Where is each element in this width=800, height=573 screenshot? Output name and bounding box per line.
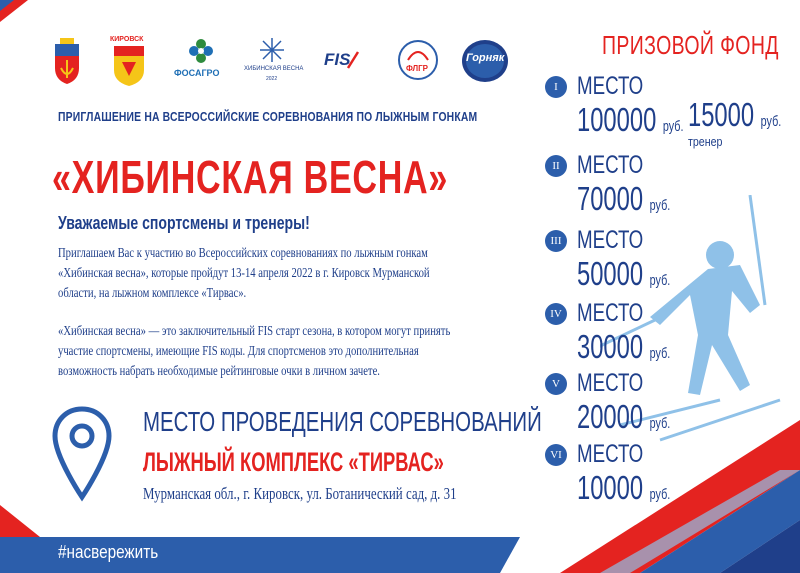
currency-label: руб. [662, 118, 684, 135]
amount-value: 15000 [688, 96, 755, 133]
place-label: МЕСТО [577, 72, 644, 100]
coach-amount [688, 96, 781, 134]
murmansk-coat-of-arms-icon [52, 36, 82, 88]
place-amount [577, 255, 670, 293]
event-title: «ХИБИНСКАЯ ВЕСНА» [52, 151, 449, 203]
flgr-logo [396, 38, 440, 84]
prize-place-5 [545, 369, 800, 443]
place-label: МЕСТО [577, 440, 644, 468]
place-label: МЕСТО [577, 226, 644, 254]
place-amount [577, 180, 670, 218]
amount-value: 100000 [577, 101, 657, 138]
place-label: МЕСТО [577, 369, 644, 397]
place-amount [577, 101, 683, 139]
flgr-logo-text: ФЛГР [406, 64, 429, 73]
currency-label: руб. [649, 272, 671, 289]
venue-address: Мурманская обл., г. Кировск, ул. Ботанический сад, д. 31 [143, 484, 457, 503]
paragraph-line: «Хибинская весна» — это заключительный FIS старт сезона, в котором могут принять [58, 324, 451, 339]
amount-value: 70000 [577, 180, 644, 217]
greeting: Уважаемые спортсмены и тренеры! [58, 213, 310, 233]
amount-value: 10000 [577, 469, 644, 506]
currency-label: руб. [760, 113, 782, 130]
currency-label: руб. [649, 197, 671, 214]
place-label: МЕСТО [577, 299, 644, 327]
place-label: МЕСТО [577, 151, 644, 179]
kirovsk-logo [110, 36, 150, 88]
kirovsk-logo-text: КИРОВСК [110, 36, 144, 43]
coach-label: тренер [688, 134, 723, 149]
paragraph-line: возможность набрать необходимые рейтинговые очки в личном зачете. [58, 364, 380, 379]
prize-coach [688, 96, 798, 156]
snowflake-icon [258, 36, 286, 64]
fis-swoosh-icon [346, 50, 360, 70]
paragraph-line: Приглашаем Вас к участию во Всероссийских соревнованиях по лыжным гонкам [58, 246, 428, 261]
prize-place-4 [545, 299, 800, 373]
currency-label: руб. [649, 415, 671, 432]
gornyak-logo [460, 38, 510, 84]
place-amount [577, 469, 670, 507]
venue-heading: МЕСТО ПРОВЕДЕНИЯ СОРЕВНОВАНИЙ [143, 406, 542, 437]
place-numeral-badge: III [545, 230, 567, 252]
currency-label: руб. [649, 345, 671, 362]
paragraph-line: «Хибинская весна», которые пройдут 13-14 апреля 2022 в г. Кировск Мурманской [58, 266, 430, 281]
place-numeral-badge: II [545, 155, 567, 177]
venue-name: ЛЫЖНЫЙ КОМПЛЕКС «ТИРВАС» [143, 447, 444, 477]
amount-value: 20000 [577, 398, 644, 435]
paragraph-line: области, на лыжном комплексе «Тирвас». [58, 286, 247, 301]
prize-fund-title: ПРИЗОВОЙ ФОНД [602, 30, 779, 60]
place-numeral-badge: I [545, 76, 567, 98]
fosagro-flower-icon [188, 38, 214, 64]
khibinskaya-logo-year: 2022 [266, 76, 278, 82]
prize-place-2 [545, 151, 800, 225]
amount-value: 50000 [577, 255, 644, 292]
invitation-line: ПРИГЛАШЕНИЕ НА ВСЕРОССИЙСКИЕ СОРЕВНОВАНИЯ ПО ЛЫЖНЫМ ГОНКАМ [58, 110, 478, 124]
place-amount [577, 328, 670, 366]
paragraph-description [58, 322, 499, 382]
place-numeral-badge: IV [545, 303, 567, 325]
prize-place-6 [545, 440, 800, 514]
sponsor-logos [52, 36, 522, 88]
gornyak-logo-text: Горняк [466, 52, 505, 64]
fis-logo [324, 50, 360, 72]
khibinskaya-vesna-logo [244, 36, 304, 88]
amount-value: 30000 [577, 328, 644, 365]
place-numeral-badge: VI [545, 444, 567, 466]
prize-place-3 [545, 226, 800, 300]
location-pin-icon [50, 405, 114, 505]
place-amount [577, 398, 670, 436]
hashtag: #насвережить [58, 542, 159, 562]
flgr-emblem-icon [398, 38, 438, 82]
paragraph-line: участие спортсмены, имеющие FIS коды. Для спортсменов это дополнительная [58, 344, 419, 359]
khibinskaya-logo-text: ХИБИНСКАЯ ВЕСНА [244, 66, 304, 72]
fis-logo-text: FIS [324, 50, 351, 69]
kirovsk-coat-of-arms-icon [112, 46, 146, 86]
fosagro-logo [174, 36, 230, 88]
currency-label: руб. [649, 486, 671, 503]
fosagro-logo-text: ФОСАГРО [174, 68, 220, 78]
paragraph-invitation [58, 244, 499, 304]
place-numeral-badge: V [545, 373, 567, 395]
